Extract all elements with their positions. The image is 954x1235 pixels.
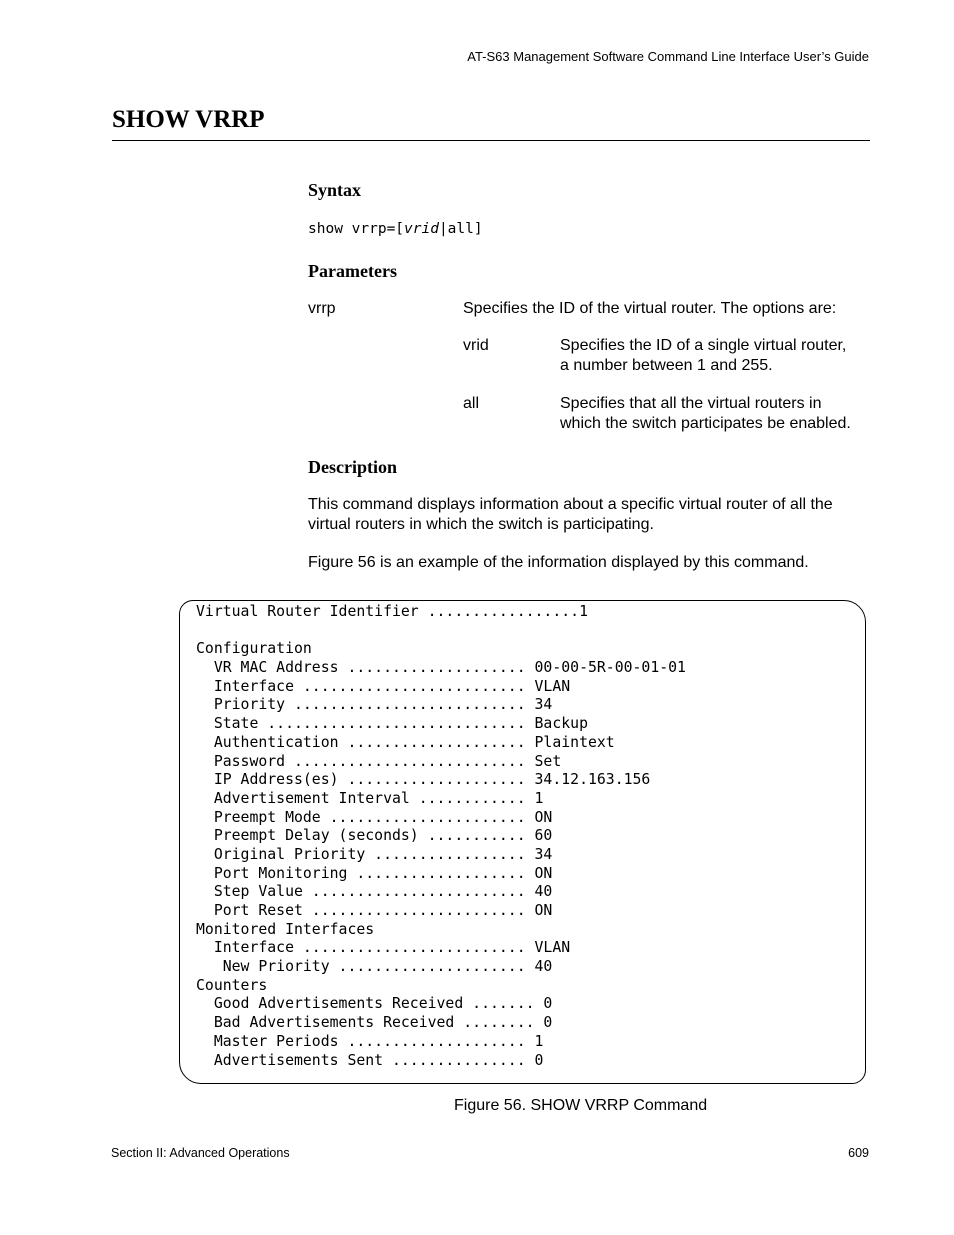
figure-line: Step Value ........................ 40	[196, 883, 553, 901]
description-para1-line1: This command displays information about a specific virtual router of all the	[308, 496, 833, 513]
figure-line: Authentication .................... Plaintext	[196, 733, 615, 751]
figure-line: Good Advertisements Received ....... 0	[196, 995, 553, 1013]
figure-line: Counters	[196, 976, 268, 994]
figure-line: Original Priority ................. 34	[196, 845, 553, 863]
param-description: Specifies the ID of the virtual router. The options are:	[463, 300, 837, 317]
figure-line: Interface ......................... VLAN	[196, 677, 571, 695]
figure-line: Master Periods .................... 1	[196, 1032, 544, 1050]
option-desc-vrid-line1: Specifies the ID of a single virtual router,	[560, 337, 847, 354]
page-number: 609	[848, 1146, 869, 1160]
option-name-vrid: vrid	[463, 337, 489, 354]
figure-line: Virtual Router Identifier .................1	[196, 603, 588, 620]
title-rule	[112, 140, 870, 141]
figure-line: Interface ......................... VLAN	[196, 939, 571, 957]
figure-line: Password .......................... Set	[196, 752, 562, 770]
running-header: AT-S63 Management Software Command Line Interface User’s Guide	[467, 49, 869, 64]
figure-output	[196, 603, 686, 1070]
figure-line: Monitored Interfaces	[196, 920, 375, 938]
figure-line	[196, 622, 686, 641]
figure-line: New Priority ..................... 40	[196, 958, 553, 976]
option-desc-all-line2: which the switch participates be enabled.	[560, 415, 851, 432]
figure-line: Priority .......................... 34	[196, 696, 553, 714]
figure-line: State ............................. Backup	[196, 715, 588, 733]
syntax-heading: Syntax	[308, 180, 362, 200]
figure-line: VR MAC Address .................... 00-00-5R-00-01-01	[196, 659, 686, 677]
figure-line: Port Reset ........................ ON	[196, 902, 553, 919]
option-desc-vrid-line2: a number between 1 and 255.	[560, 357, 773, 374]
figure-line: Preempt Mode ...................... ON	[196, 808, 553, 826]
option-desc-all-line1: Specifies that all the virtual routers in	[560, 395, 822, 412]
parameters-heading: Parameters	[308, 261, 397, 281]
figure-line: Advertisement Interval ............ 1	[196, 789, 544, 807]
figure-line: Configuration	[196, 640, 312, 658]
syntax-command	[308, 219, 483, 239]
footer-section: Section II: Advanced Operations	[111, 1146, 290, 1160]
figure-line: Preempt Delay (seconds) ........... 60	[196, 827, 553, 845]
figure-line: IP Address(es) .................... 34.12.163.156	[196, 771, 651, 789]
syntax-suffix: |all]	[438, 221, 483, 237]
description-heading: Description	[308, 457, 397, 477]
figure-line: Port Monitoring ................... ON	[196, 864, 553, 882]
figure-line: Advertisements Sent ............... 0	[196, 1051, 544, 1069]
figure-line: Bad Advertisements Received ........ 0	[196, 1014, 553, 1032]
syntax-prefix: show vrrp=[	[308, 221, 405, 237]
syntax-arg: vrid	[404, 221, 439, 237]
option-name-all: all	[463, 395, 480, 412]
description-para1-line2: virtual routers in which the switch is participating.	[308, 516, 654, 533]
page-title: SHOW VRRP	[112, 106, 265, 133]
description-para2: Figure 56 is an example of the information displayed by this command.	[308, 554, 809, 571]
figure-caption: Figure 56. SHOW VRRP Command	[454, 1097, 708, 1114]
param-name: vrrp	[308, 300, 336, 317]
